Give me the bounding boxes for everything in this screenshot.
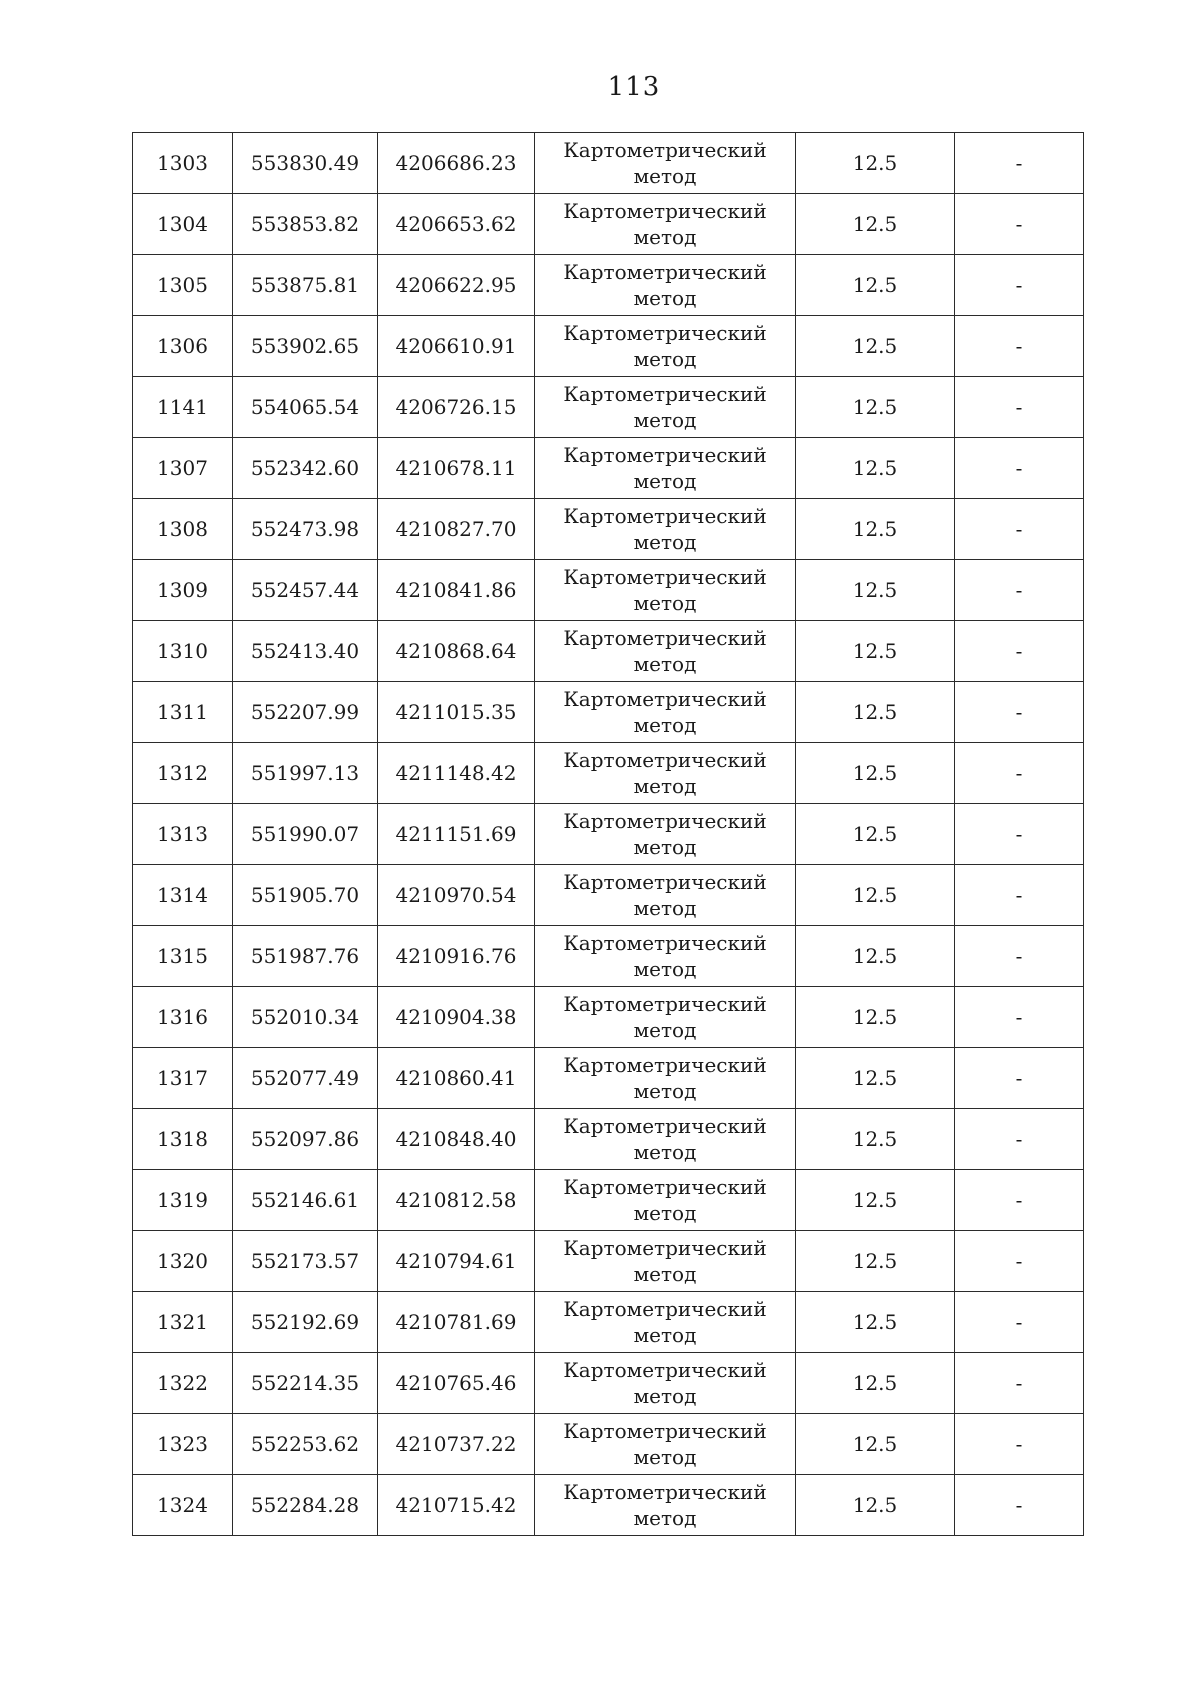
y-coordinate-cell: 4210868.64 [378, 621, 535, 682]
method-cell: Картометрический метод [535, 804, 796, 865]
extra-cell: - [955, 1109, 1084, 1170]
accuracy-cell: 12.5 [796, 743, 955, 804]
point-id-cell: 1320 [133, 1231, 233, 1292]
extra-cell: - [955, 1414, 1084, 1475]
accuracy-cell: 12.5 [796, 1353, 955, 1414]
table-row [133, 987, 1084, 1048]
extra-cell: - [955, 804, 1084, 865]
accuracy-cell: 12.5 [796, 804, 955, 865]
method-cell: Картометрический метод [535, 560, 796, 621]
method-cell: Картометрический метод [535, 1109, 796, 1170]
extra-cell: - [955, 560, 1084, 621]
method-cell: Картометрический метод [535, 438, 796, 499]
accuracy-cell: 12.5 [796, 194, 955, 255]
x-coordinate-cell: 552342.60 [233, 438, 378, 499]
table-row [133, 743, 1084, 804]
method-cell: Картометрический метод [535, 1292, 796, 1353]
accuracy-cell: 12.5 [796, 377, 955, 438]
table-row [133, 1353, 1084, 1414]
y-coordinate-cell: 4210860.41 [378, 1048, 535, 1109]
extra-cell: - [955, 255, 1084, 316]
y-coordinate-cell: 4210848.40 [378, 1109, 535, 1170]
extra-cell: - [955, 926, 1084, 987]
point-id-cell: 1321 [133, 1292, 233, 1353]
x-coordinate-cell: 552284.28 [233, 1475, 378, 1536]
x-coordinate-cell: 552473.98 [233, 499, 378, 560]
x-coordinate-cell: 552207.99 [233, 682, 378, 743]
x-coordinate-cell: 552457.44 [233, 560, 378, 621]
point-id-cell: 1316 [133, 987, 233, 1048]
extra-cell: - [955, 987, 1084, 1048]
table-row [133, 560, 1084, 621]
table-row [133, 1231, 1084, 1292]
extra-cell: - [955, 1353, 1084, 1414]
table-row [133, 804, 1084, 865]
point-id-cell: 1308 [133, 499, 233, 560]
method-cell: Картометрический метод [535, 1048, 796, 1109]
y-coordinate-cell: 4210970.54 [378, 865, 535, 926]
point-id-cell: 1305 [133, 255, 233, 316]
y-coordinate-cell: 4206610.91 [378, 316, 535, 377]
point-id-cell: 1318 [133, 1109, 233, 1170]
y-coordinate-cell: 4210781.69 [378, 1292, 535, 1353]
point-id-cell: 1306 [133, 316, 233, 377]
method-cell: Картометрический метод [535, 743, 796, 804]
accuracy-cell: 12.5 [796, 316, 955, 377]
x-coordinate-cell: 553853.82 [233, 194, 378, 255]
accuracy-cell: 12.5 [796, 1109, 955, 1170]
accuracy-cell: 12.5 [796, 1048, 955, 1109]
x-coordinate-cell: 552192.69 [233, 1292, 378, 1353]
accuracy-cell: 12.5 [796, 987, 955, 1048]
table-row [133, 1109, 1084, 1170]
accuracy-cell: 12.5 [796, 865, 955, 926]
method-cell: Картометрический метод [535, 316, 796, 377]
table-row [133, 255, 1084, 316]
y-coordinate-cell: 4211148.42 [378, 743, 535, 804]
table-row [133, 438, 1084, 499]
method-cell: Картометрический метод [535, 926, 796, 987]
extra-cell: - [955, 194, 1084, 255]
point-id-cell: 1141 [133, 377, 233, 438]
y-coordinate-cell: 4210678.11 [378, 438, 535, 499]
x-coordinate-cell: 552010.34 [233, 987, 378, 1048]
extra-cell: - [955, 1231, 1084, 1292]
accuracy-cell: 12.5 [796, 682, 955, 743]
x-coordinate-cell: 551987.76 [233, 926, 378, 987]
point-id-cell: 1322 [133, 1353, 233, 1414]
x-coordinate-cell: 553875.81 [233, 255, 378, 316]
y-coordinate-cell: 4210765.46 [378, 1353, 535, 1414]
x-coordinate-cell: 552214.35 [233, 1353, 378, 1414]
point-id-cell: 1319 [133, 1170, 233, 1231]
x-coordinate-cell: 552146.61 [233, 1170, 378, 1231]
point-id-cell: 1317 [133, 1048, 233, 1109]
y-coordinate-cell: 4211151.69 [378, 804, 535, 865]
extra-cell: - [955, 377, 1084, 438]
y-coordinate-cell: 4210904.38 [378, 987, 535, 1048]
accuracy-cell: 12.5 [796, 560, 955, 621]
x-coordinate-cell: 551997.13 [233, 743, 378, 804]
x-coordinate-cell: 552173.57 [233, 1231, 378, 1292]
method-cell: Картометрический метод [535, 987, 796, 1048]
extra-cell: - [955, 438, 1084, 499]
y-coordinate-cell: 4206726.15 [378, 377, 535, 438]
method-cell: Картометрический метод [535, 1353, 796, 1414]
extra-cell: - [955, 316, 1084, 377]
y-coordinate-cell: 4210812.58 [378, 1170, 535, 1231]
y-coordinate-cell: 4210715.42 [378, 1475, 535, 1536]
point-id-cell: 1304 [133, 194, 233, 255]
accuracy-cell: 12.5 [796, 499, 955, 560]
extra-cell: - [955, 865, 1084, 926]
method-cell: Картометрический метод [535, 377, 796, 438]
y-coordinate-cell: 4211015.35 [378, 682, 535, 743]
x-coordinate-cell: 552253.62 [233, 1414, 378, 1475]
table-row [133, 316, 1084, 377]
point-id-cell: 1312 [133, 743, 233, 804]
table-row [133, 133, 1084, 194]
accuracy-cell: 12.5 [796, 1475, 955, 1536]
x-coordinate-cell: 551990.07 [233, 804, 378, 865]
extra-cell: - [955, 743, 1084, 804]
y-coordinate-cell: 4210827.70 [378, 499, 535, 560]
point-id-cell: 1324 [133, 1475, 233, 1536]
point-id-cell: 1311 [133, 682, 233, 743]
extra-cell: - [955, 133, 1084, 194]
accuracy-cell: 12.5 [796, 133, 955, 194]
method-cell: Картометрический метод [535, 1170, 796, 1231]
table-row [133, 926, 1084, 987]
extra-cell: - [955, 1292, 1084, 1353]
method-cell: Картометрический метод [535, 133, 796, 194]
point-id-cell: 1303 [133, 133, 233, 194]
x-coordinate-cell: 554065.54 [233, 377, 378, 438]
point-id-cell: 1310 [133, 621, 233, 682]
extra-cell: - [955, 682, 1084, 743]
method-cell: Картометрический метод [535, 1414, 796, 1475]
y-coordinate-cell: 4206622.95 [378, 255, 535, 316]
table-row [133, 377, 1084, 438]
accuracy-cell: 12.5 [796, 1170, 955, 1231]
method-cell: Картометрический метод [535, 1475, 796, 1536]
table-row [133, 865, 1084, 926]
y-coordinate-cell: 4210841.86 [378, 560, 535, 621]
accuracy-cell: 12.5 [796, 926, 955, 987]
point-id-cell: 1323 [133, 1414, 233, 1475]
table-row [133, 1170, 1084, 1231]
accuracy-cell: 12.5 [796, 1231, 955, 1292]
coordinates-table-body [133, 133, 1084, 1536]
point-id-cell: 1314 [133, 865, 233, 926]
accuracy-cell: 12.5 [796, 255, 955, 316]
accuracy-cell: 12.5 [796, 1292, 955, 1353]
method-cell: Картометрический метод [535, 255, 796, 316]
point-id-cell: 1309 [133, 560, 233, 621]
x-coordinate-cell: 552077.49 [233, 1048, 378, 1109]
extra-cell: - [955, 499, 1084, 560]
point-id-cell: 1313 [133, 804, 233, 865]
y-coordinate-cell: 4210916.76 [378, 926, 535, 987]
point-id-cell: 1315 [133, 926, 233, 987]
extra-cell: - [955, 1475, 1084, 1536]
extra-cell: - [955, 621, 1084, 682]
method-cell: Картометрический метод [535, 682, 796, 743]
y-coordinate-cell: 4210737.22 [378, 1414, 535, 1475]
coordinates-table [132, 132, 1084, 1536]
y-coordinate-cell: 4210794.61 [378, 1231, 535, 1292]
accuracy-cell: 12.5 [796, 438, 955, 499]
method-cell: Картометрический метод [535, 194, 796, 255]
page-number: 113 [607, 72, 661, 102]
table-row [133, 1292, 1084, 1353]
table-row [133, 194, 1084, 255]
table-row [133, 1414, 1084, 1475]
accuracy-cell: 12.5 [796, 1414, 955, 1475]
x-coordinate-cell: 553830.49 [233, 133, 378, 194]
method-cell: Картометрический метод [535, 499, 796, 560]
method-cell: Картометрический метод [535, 621, 796, 682]
method-cell: Картометрический метод [535, 1231, 796, 1292]
point-id-cell: 1307 [133, 438, 233, 499]
x-coordinate-cell: 553902.65 [233, 316, 378, 377]
x-coordinate-cell: 552097.86 [233, 1109, 378, 1170]
table-row [133, 1048, 1084, 1109]
x-coordinate-cell: 551905.70 [233, 865, 378, 926]
extra-cell: - [955, 1048, 1084, 1109]
accuracy-cell: 12.5 [796, 621, 955, 682]
y-coordinate-cell: 4206686.23 [378, 133, 535, 194]
extra-cell: - [955, 1170, 1084, 1231]
y-coordinate-cell: 4206653.62 [378, 194, 535, 255]
table-row [133, 682, 1084, 743]
table-row [133, 499, 1084, 560]
method-cell: Картометрический метод [535, 865, 796, 926]
table-row [133, 1475, 1084, 1536]
x-coordinate-cell: 552413.40 [233, 621, 378, 682]
table-row [133, 621, 1084, 682]
